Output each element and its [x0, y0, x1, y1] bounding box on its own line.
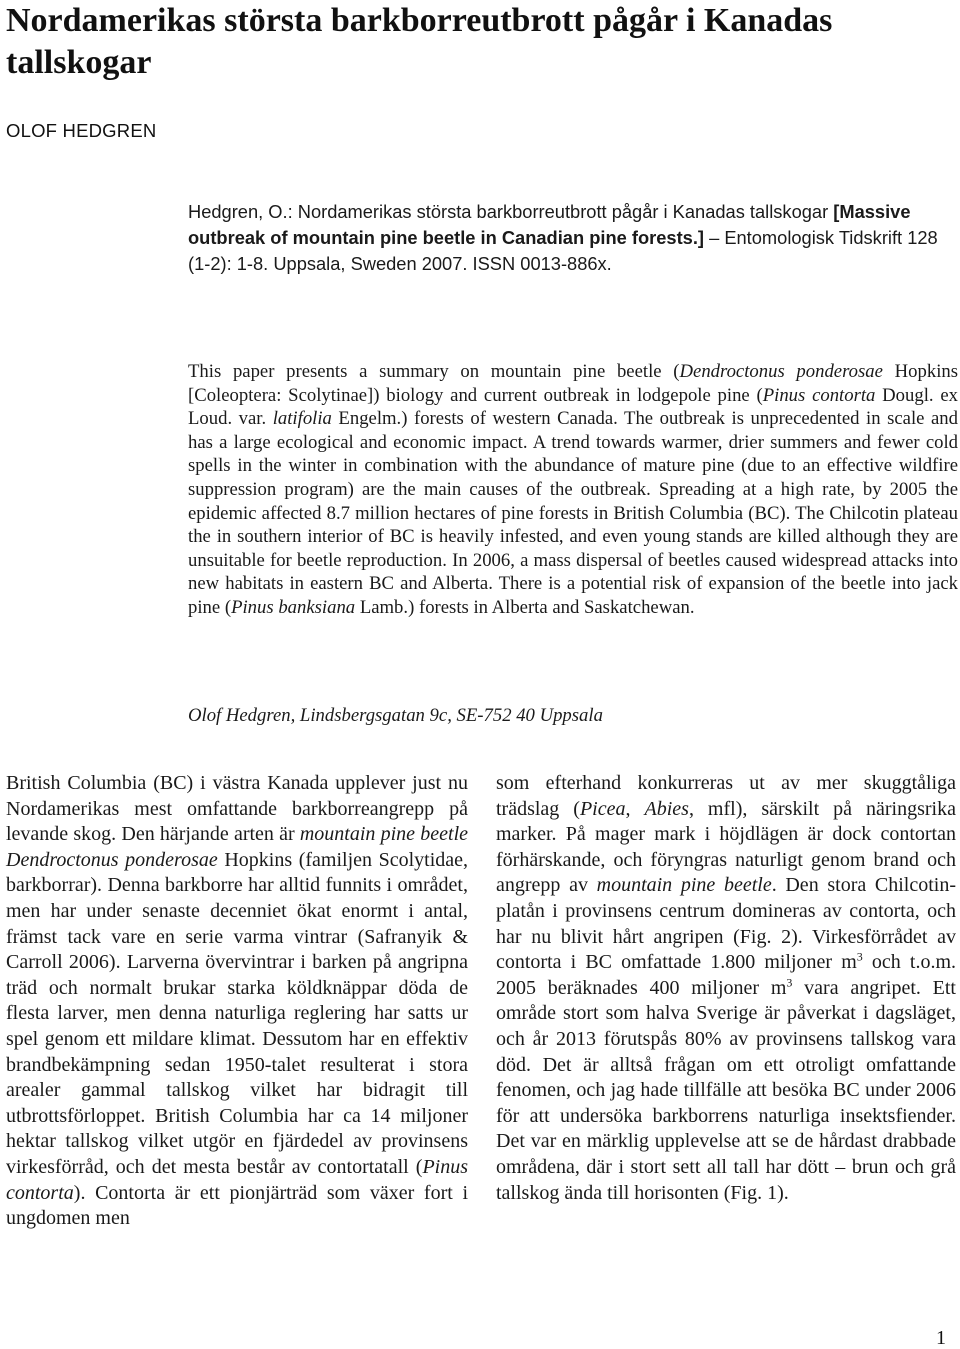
- species-name: Pinus contorta: [6, 1155, 468, 1204]
- body-text: som efterhand konkurreras ut av mer skuggtåliga trädslag (: [496, 772, 956, 820]
- superscript: 3: [856, 949, 863, 964]
- body-text: . Den stora Chilcotin-platån i provinsens centrum domineras av contorta, och har nu blivit hårt angripen (Fig. 2). Virkesförrådet av contorta i BC omfattade 1.800 miljoner m: [496, 874, 956, 974]
- body-text: ,: [625, 797, 645, 820]
- body-text: , mfl), särskilt på näringsrika marker. På mager mark i höjdlägen är dock contortan förhärskande, och föryngras naturligt genom brand och angrepp av: [496, 797, 956, 897]
- species-name: mountain pine beetle Dendroctonus ponderosae: [6, 823, 468, 871]
- species-name: latifolia: [272, 408, 332, 430]
- body-text: och t.o.m. 2005 beräknades 400 miljoner m: [496, 951, 956, 999]
- author-address: Olof Hedgren, Lindsbergsgatan 9c, SE-752 40 Uppsala: [188, 705, 603, 726]
- citation-prefix: Hedgren, O.: Nordamerikas största barkborreutbrott pågår i Kanadas tallskogar: [188, 201, 834, 222]
- body-text: British Columbia (BC) i västra Kanada upplever just nu Nordamerikas mest omfattande barkborreangrepp på levande skog. Den härjande arten är: [6, 772, 468, 846]
- body-text: vara angripet. Ett område stort som halva Sverige är påverkat i dagsläget, och år 2013 förutspås 80% av provinsens tallskog vara död. Det är alltså frågan om ett otroligt omfattande fenomen, och jag hade tillfälle att besöka BC under 2006 för att undersöka barkborrens naturliga insektsfiender. Det var en märklig upplevelse att se de hårdast drabbade områdena, där i stort sett all tall har dött – brun och grå tallskog ända till horisonten (Fig. 1).: [496, 976, 956, 1204]
- abstract-text: Dougl. ex Loud. var.: [188, 384, 958, 430]
- citation-english-title: [Massive outbreak of mountain pine beetle in Canadian pine forests.]: [188, 201, 911, 248]
- abstract-text: Hopkins [Coleoptera: Scolytinae]) biology and current outbreak in lodgepole pine (: [188, 361, 959, 406]
- body-text: Hopkins (familjen Scolytidae, barkborrar). Denna barkborre har alltid funnits i området, men har under senaste decenniet ökat enormt i antal, främst tack vare en serie varma vintrar (Safranyik & Carroll 2006). Larverna övervintrar i barken på angripna träd och normalt brukar starka köldknäppar döda de flesta larver, men denna naturliga reglering har satts ur spel genom ett mildare klimat. Dessutom har en effektiv brandbekämpning sedan 1950-talet resulterat i stora arealer gammal tallskog vilket har bidragit till utbrottsförloppet. British Columbia har ca 14 miljoner hektar tallskog vilket utgör en fjärdedel av provinsens virkesförråd, och det mesta består av contortatall (: [6, 848, 469, 1178]
- species-name: mountain pine beetle: [596, 874, 772, 897]
- species-name: Pinus banksiana: [231, 596, 356, 618]
- body-text: ). Contorta är ett pionjärträd som växer fort i ungdomen men: [6, 1181, 468, 1230]
- abstract: [188, 360, 958, 620]
- author-name: OLOF HEDGREN: [6, 120, 157, 141]
- species-name: Picea: [579, 797, 626, 820]
- superscript: 3: [786, 975, 793, 990]
- citation-suffix: – Entomologisk Tidskrift 128 (1-2): 1-8. Uppsala, Sweden 2007. ISSN 0013-886x.: [188, 227, 938, 274]
- species-name: Pinus contorta: [762, 384, 876, 406]
- article-title: Nordamerikas största barkborreutbrott pågår i Kanadas tallskogar: [6, 2, 833, 81]
- abstract-text: This paper presents a summary on mountain pine beetle (: [188, 361, 680, 382]
- body-column-right: [496, 771, 956, 1206]
- species-name: Dendroctonus ponderosae: [679, 361, 883, 382]
- page-number: 1: [936, 1327, 946, 1349]
- body-column-left: [6, 771, 468, 1232]
- abstract-text: Lamb.) forests in Alberta and Saskatchewan.: [355, 596, 695, 618]
- species-name: Abies: [644, 797, 689, 820]
- abstract-text: Engelm.) forests of western Canada. The outbreak is unprecedented in scale and has a large ecological and economic impact. A trend towards warmer, drier summers and fewer cold spells in the winter in combination with the abundance of mature pine (due to an effective wildfire suppression program) are the main causes of the outbreak. Spreading at a high rate, by 2005 the epidemic affected 8.7 million hectares of pine forests in British Columbia (BC). The Chilcotin plateau the in southern interior of BC is heavily infested, and even young stands are killed although they are unsuitable for beetle reproduction. In 2006, a mass dispersal of beetles caused widespread attacks into new habitats in eastern BC and Alberta. There is a potential risk of expansion of the beetle into jack pine (: [188, 408, 958, 618]
- citation: [188, 199, 958, 277]
